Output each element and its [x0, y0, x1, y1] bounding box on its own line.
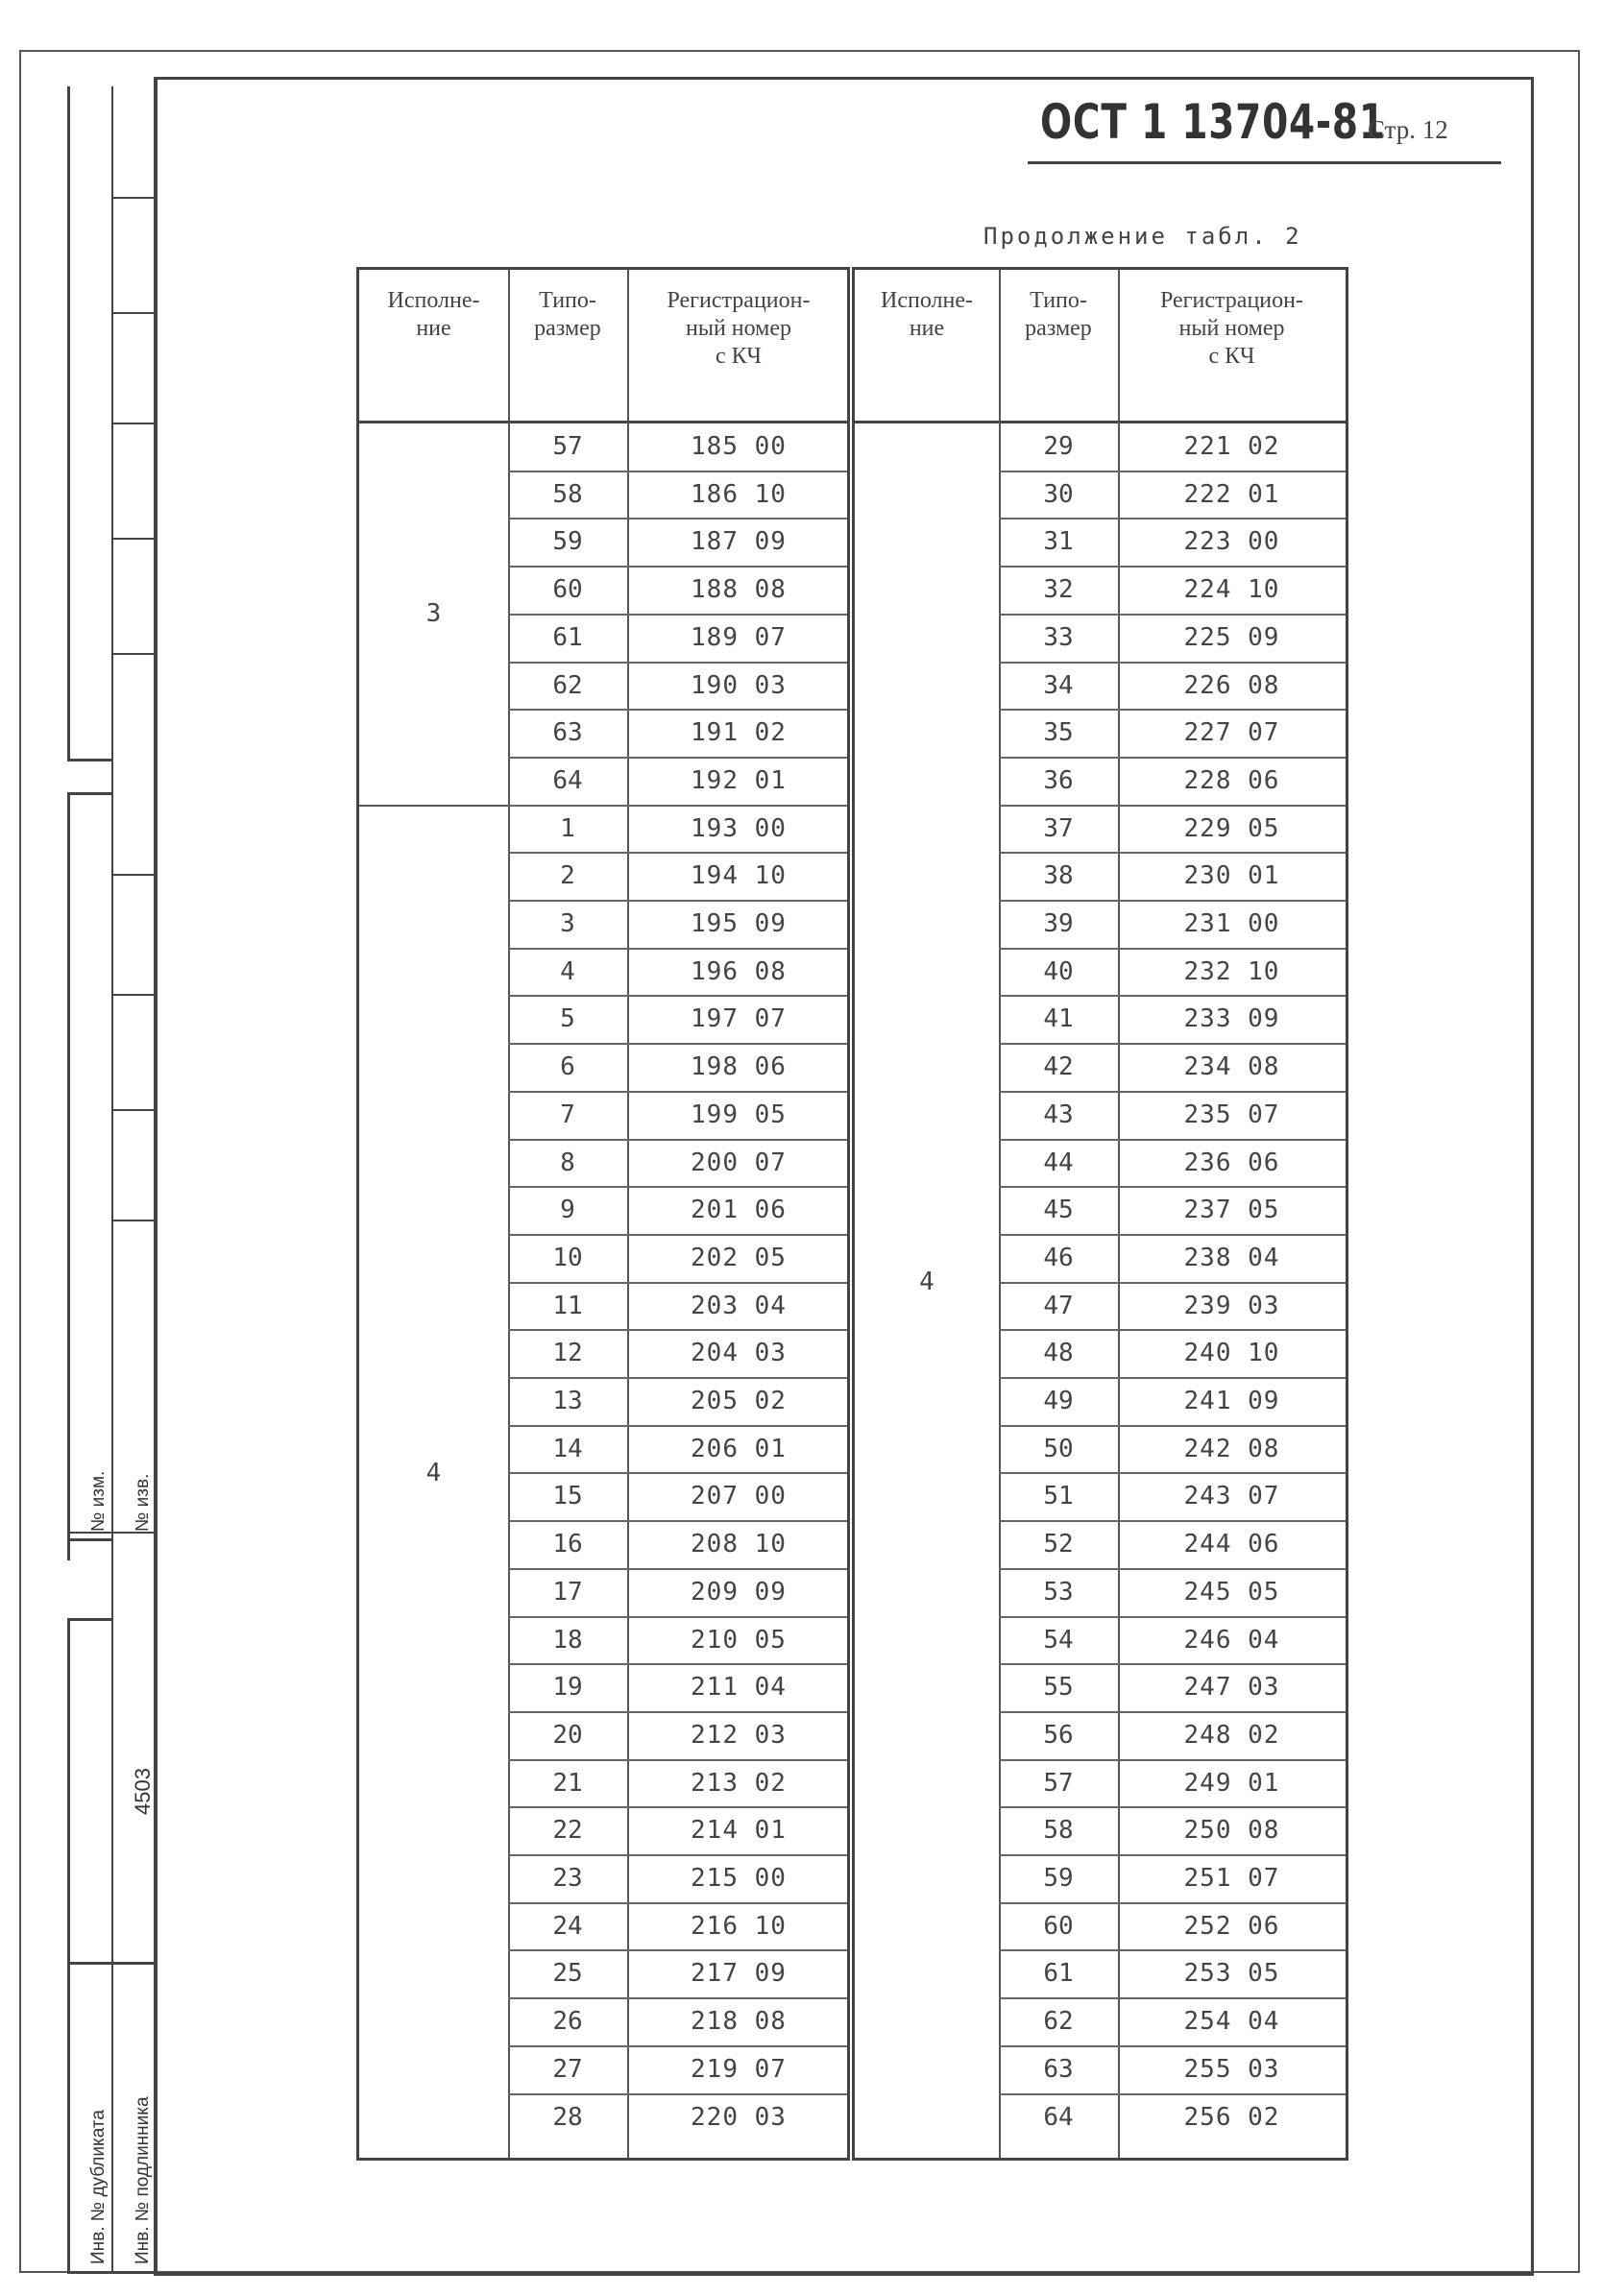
strip-divider	[111, 1220, 157, 1221]
reg-number-cell: 187 09	[691, 527, 787, 557]
size-cell: 39	[1043, 909, 1074, 938]
reg-number-cell: 198 06	[691, 1052, 787, 1082]
size-cell: 15	[552, 1482, 583, 1511]
size-cell: 51	[1043, 1482, 1074, 1511]
execution-group-cell: 4	[425, 1458, 442, 1487]
size-cell: 1	[560, 813, 575, 843]
strip-divider	[67, 1538, 113, 1541]
header-reg-number: Регистрацион- ный номер с КЧ	[667, 288, 811, 369]
table-double-divider	[847, 267, 855, 2161]
size-cell: 5	[560, 1004, 575, 1034]
size-cell: 26	[552, 2007, 583, 2037]
header-reg-number: Регистрацион- ный номер с КЧ	[1160, 288, 1303, 369]
size-cell: 33	[1043, 622, 1074, 652]
reg-number-cell: 249 01	[1183, 1768, 1280, 1798]
reg-number-cell: 189 07	[691, 622, 787, 652]
size-cell: 57	[552, 432, 583, 461]
reg-number-cell: 229 05	[1183, 813, 1280, 843]
size-cell: 17	[552, 1577, 583, 1607]
size-cell: 43	[1043, 1100, 1074, 1129]
duplicate-inventory-label: Инв. № дубликата	[88, 2110, 109, 2264]
size-cell: 50	[1043, 1434, 1074, 1463]
size-cell: 54	[1043, 1625, 1074, 1655]
size-cell: 59	[1043, 1864, 1074, 1893]
reg-number-cell: 221 02	[1183, 432, 1280, 461]
size-cell: 61	[1043, 1959, 1074, 1989]
strip-border	[67, 792, 70, 1560]
size-cell: 47	[1043, 1291, 1074, 1320]
reg-number-cell: 248 02	[1183, 1720, 1280, 1750]
reg-number-cell: 190 03	[691, 670, 787, 700]
execution-group-cell: 3	[425, 599, 442, 628]
size-cell: 40	[1043, 956, 1074, 986]
strip-divider	[111, 653, 157, 655]
size-cell: 59	[552, 527, 583, 557]
reg-number-cell: 210 05	[691, 1625, 787, 1655]
reg-number-cell: 186 10	[691, 479, 787, 509]
reg-number-cell: 234 08	[1183, 1052, 1280, 1082]
reg-number-cell: 233 09	[1183, 1004, 1280, 1034]
original-inventory-number: 4503	[131, 1768, 155, 1815]
reg-number-cell: 188 08	[691, 575, 787, 605]
size-cell: 12	[552, 1339, 583, 1368]
size-cell: 32	[1043, 575, 1074, 605]
reg-number-cell: 209 09	[691, 1577, 787, 1607]
reg-number-cell: 251 07	[1183, 1864, 1280, 1893]
reg-number-cell: 226 08	[1183, 670, 1280, 700]
strip-divider	[111, 86, 113, 2274]
strip-divider	[111, 538, 157, 540]
reg-number-cell: 192 01	[691, 765, 787, 795]
size-cell: 49	[1043, 1387, 1074, 1415]
reg-number-cell: 236 06	[1183, 1148, 1280, 1177]
reg-number-cell: 247 03	[1183, 1673, 1280, 1703]
size-cell: 13	[552, 1387, 583, 1415]
header-size: Типо- размер	[534, 288, 601, 341]
reg-number-cell: 203 04	[691, 1291, 787, 1320]
reg-number-cell: 232 10	[1183, 956, 1280, 986]
reg-number-cell: 201 06	[691, 1196, 787, 1225]
reg-number-cell: 239 03	[1183, 1291, 1280, 1320]
size-cell: 35	[1043, 718, 1074, 748]
strip-divider	[111, 423, 157, 424]
table-header	[359, 270, 847, 423]
size-cell: 58	[1043, 1816, 1074, 1846]
reg-number-cell: 255 03	[1183, 2054, 1280, 2084]
reg-number-cell: 206 01	[691, 1434, 787, 1463]
strip-divider	[111, 1109, 157, 1111]
strip-divider	[67, 1618, 113, 1621]
size-cell: 56	[1043, 1720, 1074, 1750]
reg-number-cell: 238 04	[1183, 1243, 1280, 1272]
size-cell: 62	[552, 670, 583, 700]
strip-border	[67, 1618, 70, 2274]
reg-number-cell: 230 01	[1183, 861, 1280, 891]
size-cell: 21	[552, 1768, 583, 1798]
size-cell: 63	[1043, 2054, 1074, 2084]
reg-number-cell: 231 00	[1183, 909, 1280, 938]
reg-number-cell: 237 05	[1183, 1196, 1280, 1225]
size-cell: 57	[1043, 1768, 1074, 1798]
reg-number-cell: 256 02	[1183, 2102, 1280, 2132]
size-cell: 62	[1043, 2007, 1074, 2037]
reg-number-cell: 235 07	[1183, 1100, 1280, 1129]
header-size: Типо- размер	[1025, 288, 1092, 341]
reg-number-cell: 207 00	[691, 1482, 787, 1511]
size-cell: 19	[552, 1673, 583, 1703]
reg-number-cell: 191 02	[691, 718, 787, 748]
reg-number-cell: 217 09	[691, 1959, 787, 1989]
size-cell: 46	[1043, 1243, 1074, 1272]
reg-number-cell: 241 09	[1183, 1387, 1280, 1415]
reg-number-cell: 202 05	[691, 1243, 787, 1272]
size-cell: 8	[560, 1148, 575, 1177]
size-cell: 52	[1043, 1530, 1074, 1559]
document-code: ОСТ 1 13704-81	[1040, 94, 1386, 150]
strip-divider	[67, 759, 113, 761]
size-cell: 4	[560, 956, 575, 986]
size-cell: 6	[560, 1052, 575, 1082]
table-left-half	[356, 267, 850, 2161]
table-right-half	[852, 267, 1348, 2161]
reg-number-cell: 212 03	[691, 1720, 787, 1750]
size-cell: 16	[552, 1530, 583, 1559]
reg-number-cell: 227 07	[1183, 718, 1280, 748]
size-cell: 2	[560, 861, 575, 891]
registration-table	[356, 267, 1348, 2161]
reg-number-cell: 242 08	[1183, 1434, 1280, 1463]
size-cell: 9	[560, 1196, 575, 1225]
size-cell: 14	[552, 1434, 583, 1463]
reg-number-cell: 240 10	[1183, 1339, 1280, 1368]
size-cell: 55	[1043, 1673, 1074, 1703]
reg-number-cell: 193 00	[691, 813, 787, 843]
reg-number-cell: 194 10	[691, 861, 787, 891]
strip-divider	[67, 1532, 157, 1534]
reg-number-cell: 218 08	[691, 2007, 787, 2037]
size-cell: 20	[552, 1720, 583, 1750]
size-cell: 60	[552, 575, 583, 605]
header-execution: Исполне- ние	[881, 288, 973, 341]
size-cell: 53	[1043, 1577, 1074, 1607]
size-cell: 36	[1043, 765, 1074, 795]
size-cell: 64	[1043, 2102, 1074, 2132]
size-cell: 18	[552, 1625, 583, 1655]
size-cell: 48	[1043, 1339, 1074, 1368]
change-number-label: № изм.	[88, 1470, 109, 1532]
size-cell: 3	[560, 909, 575, 938]
size-cell: 38	[1043, 861, 1074, 891]
size-cell: 60	[1043, 1911, 1074, 1941]
size-cell: 27	[552, 2054, 583, 2084]
size-cell: 29	[1043, 432, 1074, 461]
reg-number-cell: 244 06	[1183, 1530, 1280, 1559]
reg-number-cell: 205 02	[691, 1387, 787, 1415]
reg-number-cell: 250 08	[1183, 1816, 1280, 1846]
size-cell: 25	[552, 1959, 583, 1989]
notice-number-label: № изв.	[133, 1473, 153, 1532]
reg-number-cell: 220 03	[691, 2102, 787, 2132]
reg-number-cell: 219 07	[691, 2054, 787, 2084]
size-cell: 37	[1043, 813, 1074, 843]
size-cell: 28	[552, 2102, 583, 2132]
strip-divider	[111, 197, 157, 199]
size-cell: 41	[1043, 1004, 1074, 1034]
reg-number-cell: 213 02	[691, 1768, 787, 1798]
reg-number-cell: 228 06	[1183, 765, 1280, 795]
reg-number-cell: 245 05	[1183, 1577, 1280, 1607]
reg-number-cell: 211 04	[691, 1673, 787, 1703]
size-cell: 22	[552, 1816, 583, 1846]
reg-number-cell: 223 00	[1183, 527, 1280, 557]
size-cell: 44	[1043, 1148, 1074, 1177]
table-continuation-caption: Продолжение табл. 2	[983, 223, 1302, 250]
page-number: Стр. 12	[1368, 115, 1448, 144]
size-cell: 42	[1043, 1052, 1074, 1082]
size-cell: 11	[552, 1291, 583, 1320]
size-cell: 34	[1043, 670, 1074, 700]
reg-number-cell: 222 01	[1183, 479, 1280, 509]
size-cell: 61	[552, 622, 583, 652]
strip-divider	[111, 994, 157, 996]
reg-number-cell: 253 05	[1183, 1959, 1280, 1989]
header-rule	[1028, 161, 1501, 164]
strip-divider	[67, 1962, 157, 1965]
table-body-right	[855, 423, 1346, 2158]
reg-number-cell: 214 01	[691, 1816, 787, 1846]
strip-border	[67, 86, 70, 759]
size-cell: 45	[1043, 1196, 1074, 1225]
strip-divider	[111, 312, 157, 314]
reg-number-cell: 200 07	[691, 1148, 787, 1177]
strip-border	[154, 86, 157, 2274]
header-execution: Исполне- ние	[387, 288, 480, 341]
size-cell: 64	[552, 765, 583, 795]
reg-number-cell: 197 07	[691, 1004, 787, 1034]
reg-number-cell: 243 07	[1183, 1482, 1280, 1511]
size-cell: 7	[560, 1100, 575, 1129]
reg-number-cell: 185 00	[691, 432, 787, 461]
reg-number-cell: 204 03	[691, 1339, 787, 1368]
reg-number-cell: 254 04	[1183, 2007, 1280, 2037]
size-cell: 63	[552, 718, 583, 748]
reg-number-cell: 224 10	[1183, 575, 1280, 605]
size-cell: 31	[1043, 527, 1074, 557]
reg-number-cell: 216 10	[691, 1911, 787, 1941]
reg-number-cell: 208 10	[691, 1530, 787, 1559]
reg-number-cell: 246 04	[1183, 1625, 1280, 1655]
size-cell: 10	[552, 1243, 583, 1272]
reg-number-cell: 196 08	[691, 956, 787, 986]
size-cell: 30	[1043, 479, 1074, 509]
size-cell: 23	[552, 1864, 583, 1893]
reg-number-cell: 195 09	[691, 909, 787, 938]
table-header	[855, 270, 1346, 423]
size-cell: 58	[552, 479, 583, 509]
reg-number-cell: 252 06	[1183, 1911, 1280, 1941]
reg-number-cell: 225 09	[1183, 622, 1280, 652]
original-inventory-label: Инв. № подлинника	[133, 2096, 153, 2264]
execution-group-cell: 4	[919, 1268, 934, 1296]
binding-strip	[67, 86, 158, 2274]
strip-divider	[111, 874, 157, 876]
table-body-left	[359, 423, 847, 2158]
size-cell: 24	[552, 1911, 583, 1941]
reg-number-cell: 199 05	[691, 1100, 787, 1129]
strip-divider	[67, 792, 113, 795]
strip-divider	[67, 2271, 157, 2274]
reg-number-cell: 215 00	[691, 1864, 787, 1893]
